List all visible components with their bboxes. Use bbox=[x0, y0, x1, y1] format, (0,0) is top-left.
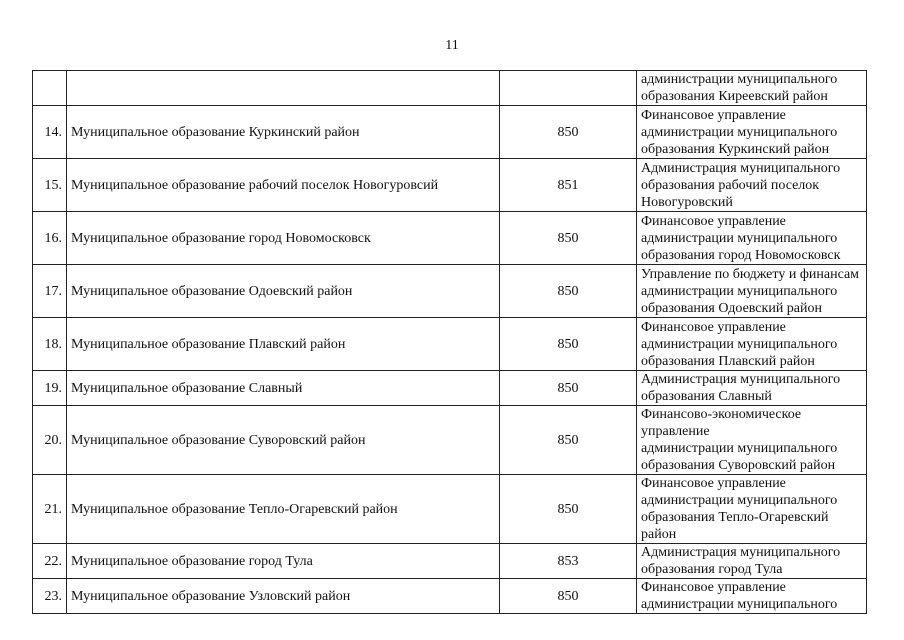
row-number-cell: 21. bbox=[33, 475, 67, 544]
municipalities-table bbox=[32, 70, 867, 614]
table-row bbox=[33, 371, 867, 406]
table-row bbox=[33, 318, 867, 371]
code-cell: 853 bbox=[500, 544, 637, 579]
municipality-name-cell: Муниципальное образование город Тула bbox=[67, 544, 500, 579]
table-row bbox=[33, 265, 867, 318]
administrator-cell: Финансовое управление администрации муниципального образования Куркинский район bbox=[637, 106, 867, 159]
table-row bbox=[33, 159, 867, 212]
table-row bbox=[33, 406, 867, 475]
row-number-cell: 20. bbox=[33, 406, 67, 475]
municipality-name-cell: Муниципальное образование Одоевский район bbox=[67, 265, 500, 318]
row-number-cell: 18. bbox=[33, 318, 67, 371]
code-cell: 850 bbox=[500, 106, 637, 159]
page-number: 11 bbox=[445, 38, 459, 53]
table-row bbox=[33, 71, 867, 106]
municipality-name-cell: Муниципальное образование Тепло-Огаревский район bbox=[67, 475, 500, 544]
administrator-cell: Администрация муниципального образования Славный bbox=[637, 371, 867, 406]
administrator-cell: администрации муниципального образования Киреевский район bbox=[637, 71, 867, 106]
administrator-cell: Финансовое управление администрации муниципального bbox=[637, 579, 867, 614]
code-cell: 850 bbox=[500, 318, 637, 371]
row-number-cell: 23. bbox=[33, 579, 67, 614]
code-cell: 851 bbox=[500, 159, 637, 212]
code-cell: 850 bbox=[500, 475, 637, 544]
code-cell: 850 bbox=[500, 371, 637, 406]
table-row bbox=[33, 579, 867, 614]
administrator-cell: Администрация муниципального образования город Тула bbox=[637, 544, 867, 579]
code-cell: 850 bbox=[500, 212, 637, 265]
municipality-name-cell bbox=[67, 71, 500, 106]
row-number-cell: 15. bbox=[33, 159, 67, 212]
municipality-name-cell: Муниципальное образование Славный bbox=[67, 371, 500, 406]
row-number-cell: 19. bbox=[33, 371, 67, 406]
row-number-cell: 16. bbox=[33, 212, 67, 265]
row-number-cell bbox=[33, 71, 67, 106]
table-row bbox=[33, 106, 867, 159]
municipality-name-cell: Муниципальное образование Узловский район bbox=[67, 579, 500, 614]
municipality-name-cell: Муниципальное образование рабочий поселок Новогуровсий bbox=[67, 159, 500, 212]
code-cell: 850 bbox=[500, 579, 637, 614]
row-number-cell: 17. bbox=[33, 265, 67, 318]
municipality-name-cell: Муниципальное образование Плавский район bbox=[67, 318, 500, 371]
administrator-cell: Управление по бюджету и финансам администрации муниципального образования Одоевский район bbox=[637, 265, 867, 318]
administrator-cell: Финансовое управление администрации муниципального образования город Новомосковск bbox=[637, 212, 867, 265]
table-row bbox=[33, 212, 867, 265]
administrator-cell: Финансовое управление администрации муниципального образования Плавский район bbox=[637, 318, 867, 371]
administrator-cell: Финансово-экономическое управление администрации муниципального образования Суворовский район bbox=[637, 406, 867, 475]
administrator-cell: Администрация муниципального образования рабочий поселок Новогуровский bbox=[637, 159, 867, 212]
municipality-name-cell: Муниципальное образование Суворовский район bbox=[67, 406, 500, 475]
code-cell bbox=[500, 71, 637, 106]
municipality-name-cell: Муниципальное образование город Новомосковск bbox=[67, 212, 500, 265]
municipality-name-cell: Муниципальное образование Куркинский район bbox=[67, 106, 500, 159]
row-number-cell: 22. bbox=[33, 544, 67, 579]
table-row bbox=[33, 544, 867, 579]
row-number-cell: 14. bbox=[33, 106, 67, 159]
table-row bbox=[33, 475, 867, 544]
code-cell: 850 bbox=[500, 406, 637, 475]
code-cell: 850 bbox=[500, 265, 637, 318]
administrator-cell: Финансовое управление администрации муниципального образования Тепло-Огаревский район bbox=[637, 475, 867, 544]
